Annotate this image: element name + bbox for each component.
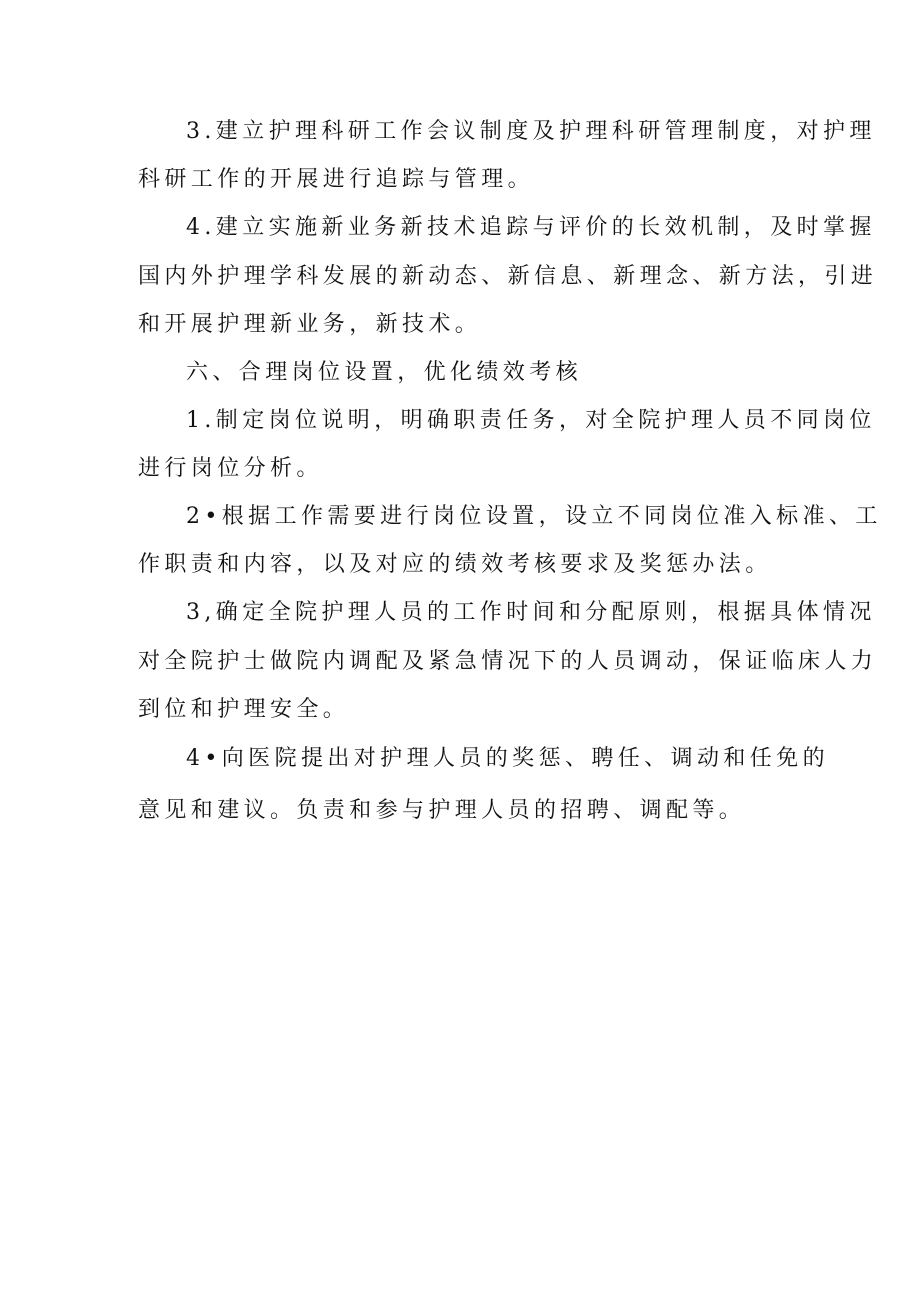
text-line: 4•向医院提出对护理人员的奖惩、聘任、调动和任免的 — [186, 746, 829, 771]
text-line: 科研工作的开展进行追踪与管理。 — [138, 167, 535, 192]
text-line: 3.建立护理科研工作会议制度及护理科研管理制度，对护理 — [186, 119, 876, 144]
text-line: 到位和护理安全。 — [138, 697, 350, 722]
text-line: 作职责和内容，以及对应的绩效考核要求及奖惩办法。 — [138, 552, 772, 577]
text-line: 进行岗位分析。 — [138, 456, 323, 481]
text-line: 对全院护士做院内调配及紧急情况下的人员调动，保证临床人力 — [138, 649, 878, 674]
text-line: 1.制定岗位说明，明确职责任务，对全院护理人员不同岗位 — [186, 408, 876, 433]
text-line: 意见和建议。负责和参与护理人员的招聘、调配等。 — [138, 798, 746, 823]
text-line: 3,确定全院护理人员的工作时间和分配原则，根据具体情况 — [186, 600, 876, 625]
text-line: 和开展护理新业务，新技术。 — [138, 312, 482, 337]
section-heading: 六、合理岗位设置，优化绩效考核 — [186, 360, 583, 385]
text-line: 2•根据工作需要进行岗位设置，设立不同岗位准入标准、工 — [186, 504, 882, 529]
text-line: 国内外护理学科发展的新动态、新信息、新理念、新方法，引进 — [138, 264, 878, 289]
text-line: 4.建立实施新业务新技术追踪与评价的长效机制，及时掌握 — [186, 215, 876, 240]
